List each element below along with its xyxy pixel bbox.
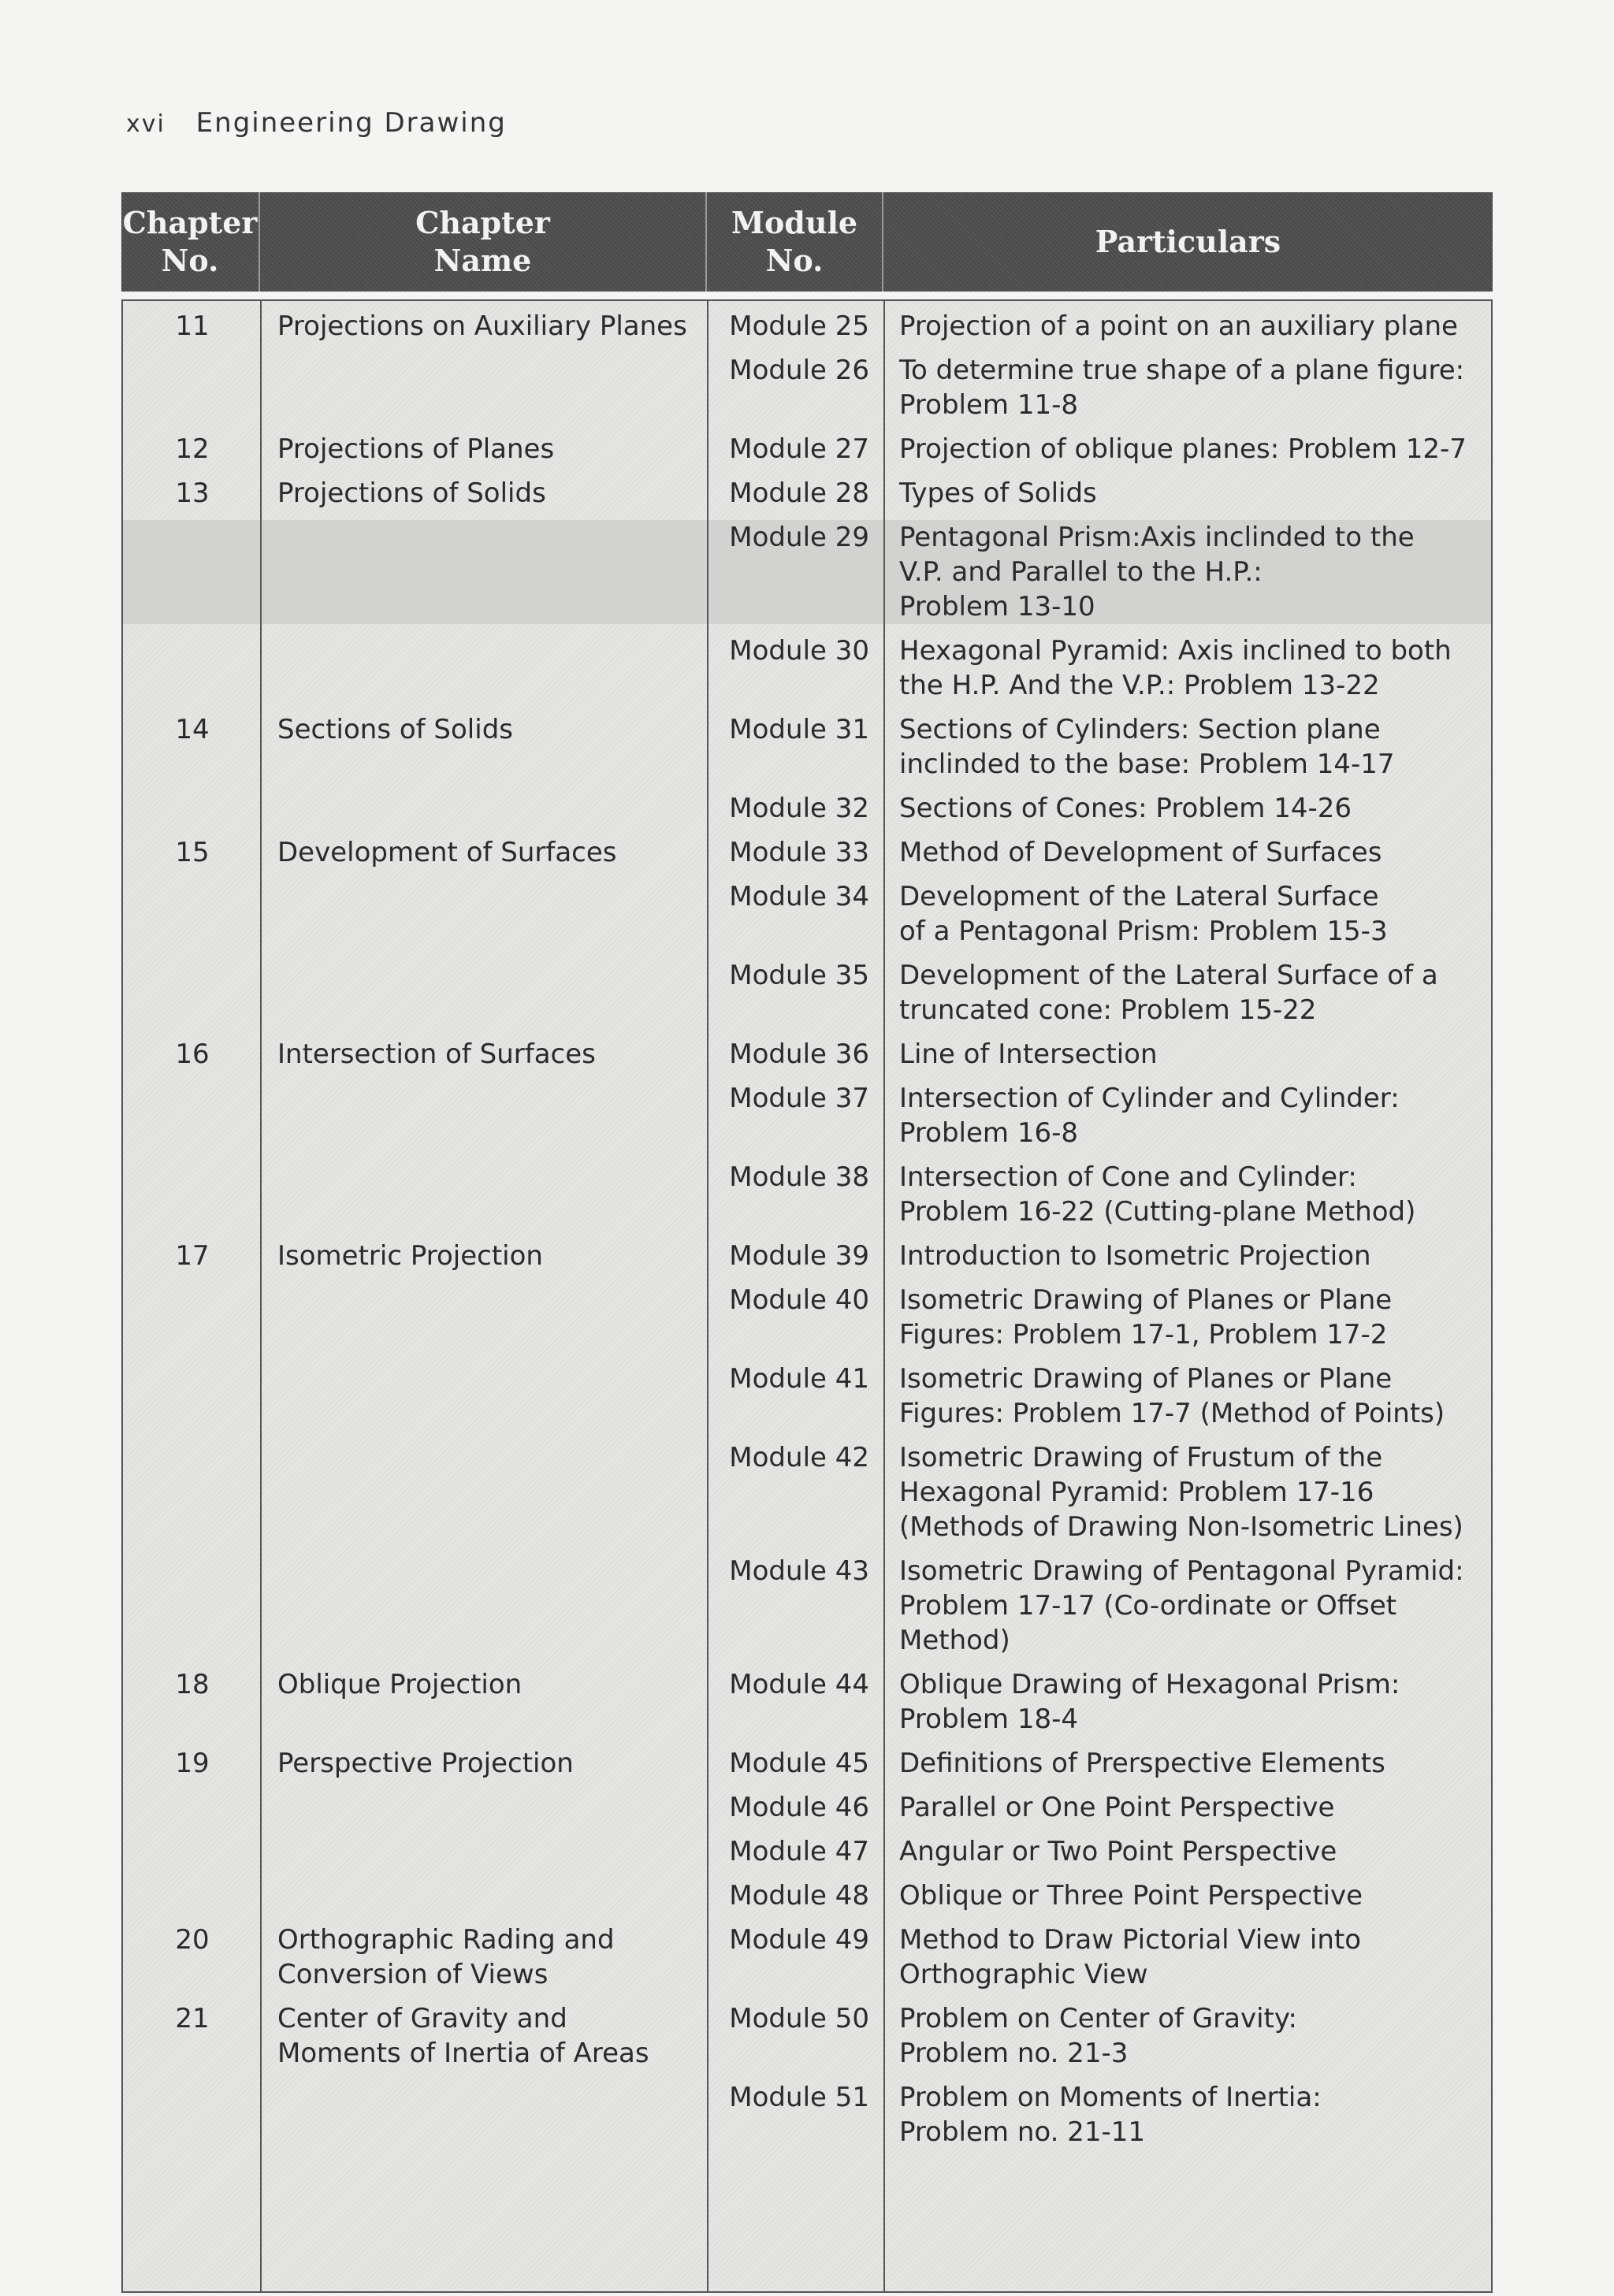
- particulars-cell: Development of the Lateral Surface of a Pentagonal Prism: Problem 15-3: [899, 881, 1388, 947]
- column-divider: [883, 301, 885, 2291]
- particulars-cell: Types of Solids: [899, 477, 1097, 509]
- table-row: [123, 432, 1491, 466]
- chapter-number-cell: 14: [175, 714, 210, 745]
- header-particulars: Particulars: [1095, 224, 1281, 259]
- particulars-cell: Method of Development of Surfaces: [899, 837, 1382, 868]
- particulars-cell: Projection of a point on an auxiliary plane: [899, 310, 1458, 342]
- contents-table: [121, 192, 1493, 2293]
- header-chapter-no: Chapter No.: [121, 192, 260, 292]
- module-number-cell: Module 42: [729, 1442, 869, 1473]
- table-row: [123, 1834, 1491, 1869]
- chapter-name-cell: Intersection of Surfaces: [277, 1038, 596, 1070]
- particulars-cell: Hexagonal Pyramid: Axis inclined to both the H.P. And the V.P.: Problem 13-22: [899, 635, 1452, 701]
- module-number-cell: Module 51: [729, 2082, 869, 2113]
- column-divider: [260, 301, 262, 2291]
- chapter-number-cell: [123, 1081, 262, 1150]
- chapter-name-cell: [262, 1081, 708, 1150]
- chapter-number-cell: 15: [175, 837, 210, 868]
- chapter-name-cell: Projections of Planes: [277, 433, 555, 465]
- particulars-cell: Oblique or Three Point Perspective: [899, 1880, 1363, 1911]
- module-number-cell: Module 30: [729, 635, 869, 667]
- table-row: [123, 1878, 1491, 1913]
- chapter-name-cell: Orthographic Rading and Conversion of Views: [277, 1924, 615, 1990]
- chapter-name-cell: Perspective Projection: [277, 1748, 574, 1779]
- table-row: [123, 1037, 1491, 1072]
- chapter-number-cell: [123, 1362, 262, 1431]
- chapter-name-cell: [262, 520, 708, 624]
- table-row: [123, 2001, 1491, 2071]
- particulars-cell: Parallel or One Point Perspective: [899, 1792, 1335, 1823]
- header-module-no: Module No.: [707, 192, 883, 292]
- table-row: [123, 2080, 1491, 2149]
- chapter-name-cell: Projections on Auxiliary Planes: [277, 310, 687, 342]
- chapter-name-cell: [262, 1554, 708, 1658]
- particulars-cell: Sections of Cones: Problem 14-26: [899, 793, 1352, 824]
- module-number-cell: Module 35: [729, 960, 869, 991]
- module-number-cell: Module 39: [729, 1240, 869, 1272]
- running-head: [126, 107, 507, 139]
- module-number-cell: Module 25: [729, 310, 869, 342]
- chapter-number-cell: 21: [175, 2003, 210, 2034]
- chapter-number-cell: 16: [175, 1038, 210, 1070]
- chapter-name-cell: [262, 1790, 708, 1825]
- module-number-cell: Module 27: [729, 433, 869, 465]
- module-number-cell: Module 38: [729, 1161, 869, 1193]
- table-header: [121, 192, 1493, 292]
- particulars-cell: Development of the Lateral Surface of a truncated cone: Problem 15-22: [899, 960, 1438, 1026]
- table-row: [123, 1239, 1491, 1273]
- chapter-number-cell: 17: [175, 1240, 210, 1272]
- particulars-cell: Isometric Drawing of Planes or Plane Figures: Problem 17-7 (Method of Points): [899, 1363, 1445, 1429]
- table-row: [123, 353, 1491, 422]
- module-number-cell: Module 45: [729, 1748, 869, 1779]
- particulars-cell: Projection of oblique planes: Problem 12-7: [899, 433, 1467, 465]
- chapter-number-cell: [123, 791, 262, 826]
- chapter-name-cell: [262, 879, 708, 949]
- table-row: [123, 1554, 1491, 1658]
- chapter-name-cell: [262, 1834, 708, 1869]
- particulars-cell: Introduction to Isometric Projection: [899, 1240, 1371, 1272]
- module-number-cell: Module 26: [729, 355, 869, 386]
- table-row: [123, 1667, 1491, 1737]
- chapter-number-cell: 12: [175, 433, 210, 465]
- chapter-number-cell: [123, 1160, 262, 1229]
- table-row: [123, 1081, 1491, 1150]
- book-title: Engineering Drawing: [195, 107, 507, 139]
- module-number-cell: Module 43: [729, 1555, 869, 1587]
- chapter-number-cell: [123, 520, 262, 624]
- chapter-number-cell: [123, 879, 262, 949]
- chapter-name-cell: [262, 1440, 708, 1544]
- chapter-number-cell: [123, 2080, 262, 2149]
- chapter-name-cell: [262, 1878, 708, 1913]
- chapter-number-cell: [123, 1554, 262, 1658]
- chapter-number-cell: [123, 1790, 262, 1825]
- module-number-cell: Module 44: [729, 1669, 869, 1700]
- table-row: [123, 1790, 1491, 1825]
- chapter-number-cell: 19: [175, 1748, 210, 1779]
- module-number-cell: Module 34: [729, 881, 869, 912]
- table-row: [123, 1283, 1491, 1352]
- particulars-cell: Angular or Two Point Perspective: [899, 1836, 1337, 1867]
- header-chapter-name: Chapter Name: [260, 192, 707, 292]
- module-number-cell: Module 31: [729, 714, 869, 745]
- chapter-number-cell: [123, 353, 262, 422]
- column-divider: [707, 301, 708, 2291]
- particulars-cell: Intersection of Cylinder and Cylinder: Problem 16-8: [899, 1083, 1400, 1149]
- table-row: [123, 791, 1491, 826]
- table-rows: [123, 301, 1491, 2149]
- particulars-cell: Problem on Moments of Inertia: Problem no. 21-11: [899, 2082, 1322, 2148]
- module-number-cell: Module 29: [729, 522, 869, 553]
- chapter-name-cell: [262, 791, 708, 826]
- chapter-number-cell: [123, 1440, 262, 1544]
- chapter-name-cell: Isometric Projection: [277, 1240, 543, 1272]
- chapter-name-cell: [262, 1362, 708, 1431]
- table-row: [123, 1440, 1491, 1544]
- chapter-name-cell: Sections of Solids: [277, 714, 513, 745]
- chapter-name-cell: Projections of Solids: [277, 477, 546, 509]
- chapter-number-cell: [123, 1834, 262, 1869]
- table-row: [123, 712, 1491, 782]
- chapter-name-cell: [262, 1160, 708, 1229]
- module-number-cell: Module 36: [729, 1038, 869, 1070]
- chapter-name-cell: Development of Surfaces: [277, 837, 617, 868]
- module-number-cell: Module 33: [729, 837, 869, 868]
- module-number-cell: Module 40: [729, 1284, 869, 1316]
- chapter-name-cell: [262, 353, 708, 422]
- particulars-cell: Isometric Drawing of Frustum of the Hexagonal Pyramid: Problem 17-16 (Methods of Drawing Non-Isometric Lines): [899, 1442, 1463, 1543]
- module-number-cell: Module 28: [729, 477, 869, 509]
- module-number-cell: Module 37: [729, 1083, 869, 1114]
- chapter-name-cell: [262, 633, 708, 703]
- chapter-number-cell: [123, 958, 262, 1027]
- table-row: [123, 879, 1491, 949]
- module-number-cell: Module 41: [729, 1363, 869, 1395]
- chapter-name-cell: Center of Gravity and Moments of Inertia of Areas: [277, 2003, 649, 2069]
- table-row: [123, 1362, 1491, 1431]
- table-row: [123, 1923, 1491, 1992]
- module-number-cell: Module 48: [729, 1880, 869, 1911]
- page-number: xvi: [126, 110, 165, 138]
- chapter-number-cell: [123, 633, 262, 703]
- chapter-number-cell: [123, 1283, 262, 1352]
- particulars-cell: Method to Draw Pictorial View into Orthographic View: [899, 1924, 1362, 1990]
- module-number-cell: Module 50: [729, 2003, 869, 2034]
- particulars-cell: Oblique Drawing of Hexagonal Prism: Problem 18-4: [899, 1669, 1400, 1735]
- particulars-cell: Sections of Cylinders: Section plane inclinded to the base: Problem 14-17: [899, 714, 1395, 780]
- table-row: [123, 1746, 1491, 1781]
- table-row: [123, 633, 1491, 703]
- table-row: [123, 1160, 1491, 1229]
- module-number-cell: Module 47: [729, 1836, 869, 1867]
- chapter-name-cell: Oblique Projection: [277, 1669, 523, 1700]
- chapter-number-cell: 18: [175, 1669, 210, 1700]
- particulars-cell: Pentagonal Prism:Axis inclinded to the V.P. and Parallel to the H.P.: Problem 13-10: [899, 522, 1415, 622]
- module-number-cell: Module 32: [729, 793, 869, 824]
- particulars-cell: Intersection of Cone and Cylinder: Problem 16-22 (Cutting-plane Method): [899, 1161, 1416, 1228]
- chapter-number-cell: 13: [175, 477, 210, 509]
- particulars-cell: Problem on Center of Gravity: Problem no. 21-3: [899, 2003, 1297, 2069]
- table-row: [123, 835, 1491, 870]
- chapter-name-cell: [262, 1283, 708, 1352]
- particulars-cell: Definitions of Prerspective Elements: [899, 1748, 1385, 1779]
- chapter-number-cell: 11: [175, 310, 210, 342]
- particulars-cell: To determine true shape of a plane figure: Problem 11-8: [899, 355, 1465, 421]
- particulars-cell: Isometric Drawing of Planes or Plane Figures: Problem 17-1, Problem 17-2: [899, 1284, 1393, 1350]
- table-row: [123, 958, 1491, 1027]
- chapter-name-cell: [262, 958, 708, 1027]
- table-row: [123, 476, 1491, 511]
- table-body: [121, 299, 1493, 2293]
- chapter-number-cell: 20: [175, 1924, 210, 1956]
- table-row: [123, 309, 1491, 344]
- module-number-cell: Module 49: [729, 1924, 869, 1956]
- chapter-number-cell: [123, 1878, 262, 1913]
- chapter-name-cell: [262, 2080, 708, 2149]
- module-number-cell: Module 46: [729, 1792, 869, 1823]
- particulars-cell: Line of Intersection: [899, 1038, 1158, 1070]
- table-row: [123, 520, 1491, 624]
- particulars-cell: Isometric Drawing of Pentagonal Pyramid: Problem 17-17 (Co-ordinate or Offset Method): [899, 1555, 1464, 1656]
